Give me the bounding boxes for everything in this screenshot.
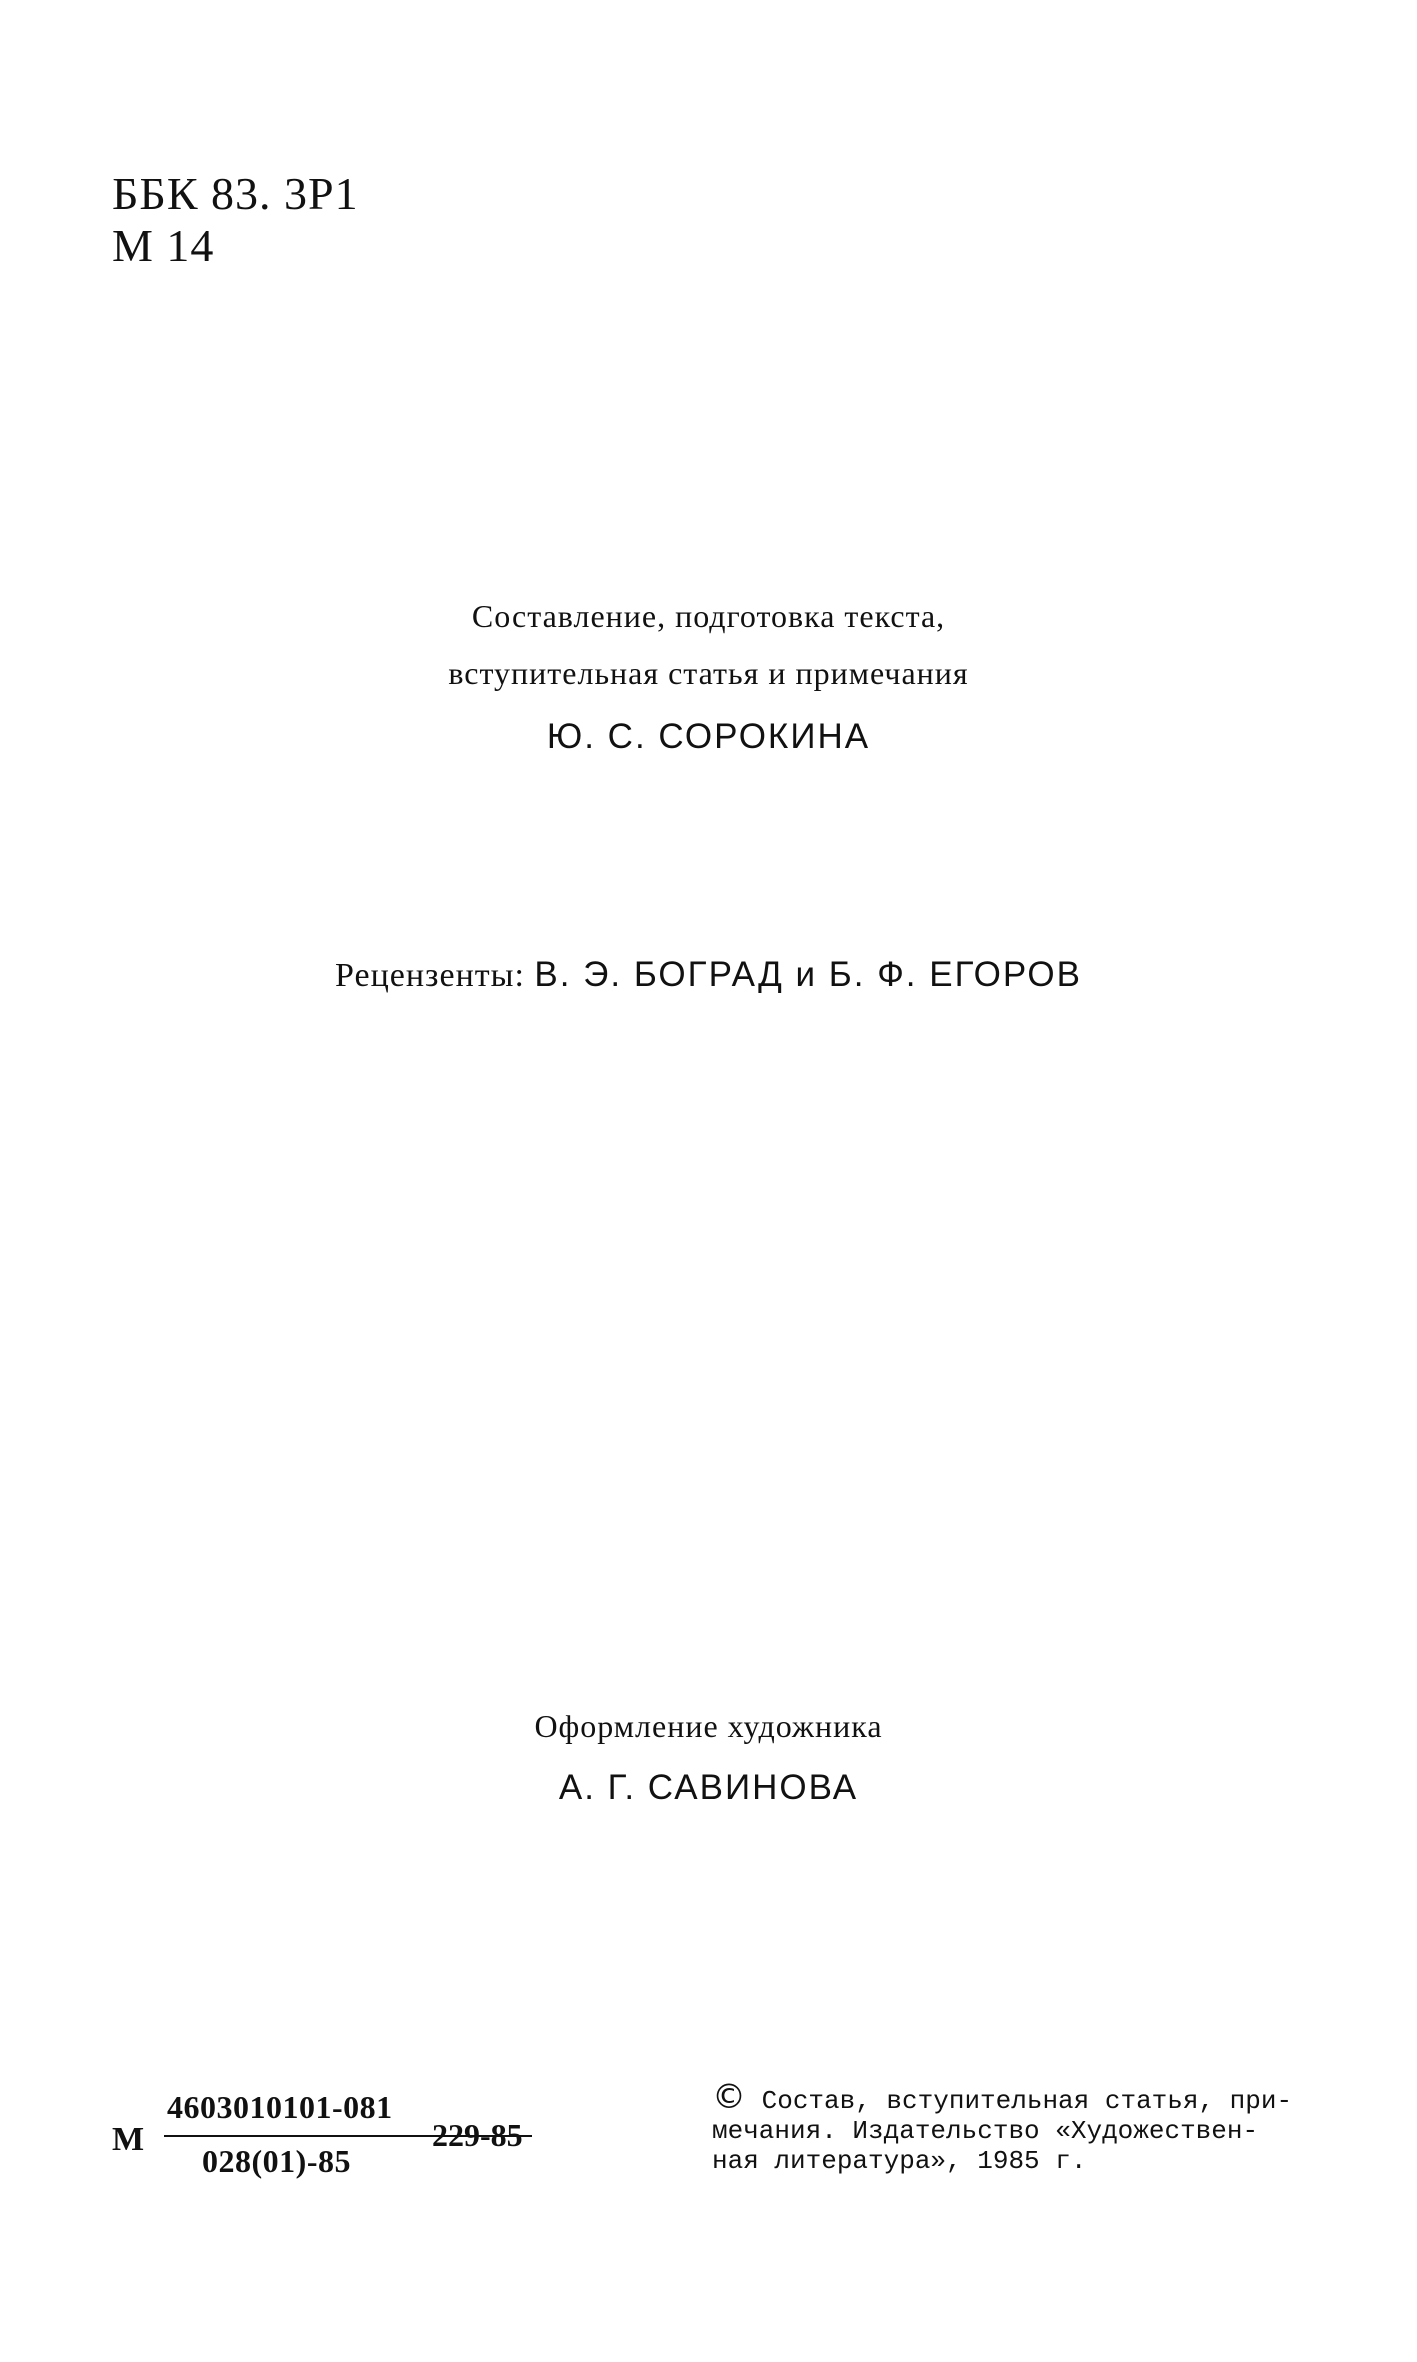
code-suffix: 229-85 <box>432 2117 523 2153</box>
code-denominator: 028(01)-85 <box>202 2143 351 2179</box>
reviewers-names: В. Э. БОГРАД и Б. Ф. ЕГОРОВ <box>534 955 1082 994</box>
author-mark: М 14 <box>112 220 215 271</box>
copyright-line-1 <box>712 2077 1312 2117</box>
copyright-line-2: мечания. Издательство «Художествен- <box>712 2116 1259 2146</box>
code-numerator: 4603010101-081 <box>167 2089 393 2125</box>
publication-code <box>112 2085 562 2195</box>
code-prefix: М <box>112 2121 145 2158</box>
designer-name: А. Г. САВИНОВА <box>558 1768 859 1807</box>
compilation-line-1: Составление, подготовка текста, <box>471 598 946 634</box>
design-label: Оформление художника <box>534 1708 883 1744</box>
copyright-line-3: ная литература», 1985 г. <box>712 2146 1087 2176</box>
compiler-name: Ю. С. СОРОКИНА <box>546 717 871 756</box>
copyright-text-1: Состав, вступительная статья, при- <box>761 2086 1293 2116</box>
catalog-codes <box>112 168 359 272</box>
compilation-line-2: вступительная статья и примечания <box>448 655 969 691</box>
copyright-notice <box>712 2077 1312 2176</box>
bbk-code: ББК 83. 3Р1 <box>112 168 359 219</box>
reviewers-line <box>0 955 1417 995</box>
reviewers-label: Рецензенты: <box>335 957 525 994</box>
copyright-icon: © <box>712 2077 746 2117</box>
